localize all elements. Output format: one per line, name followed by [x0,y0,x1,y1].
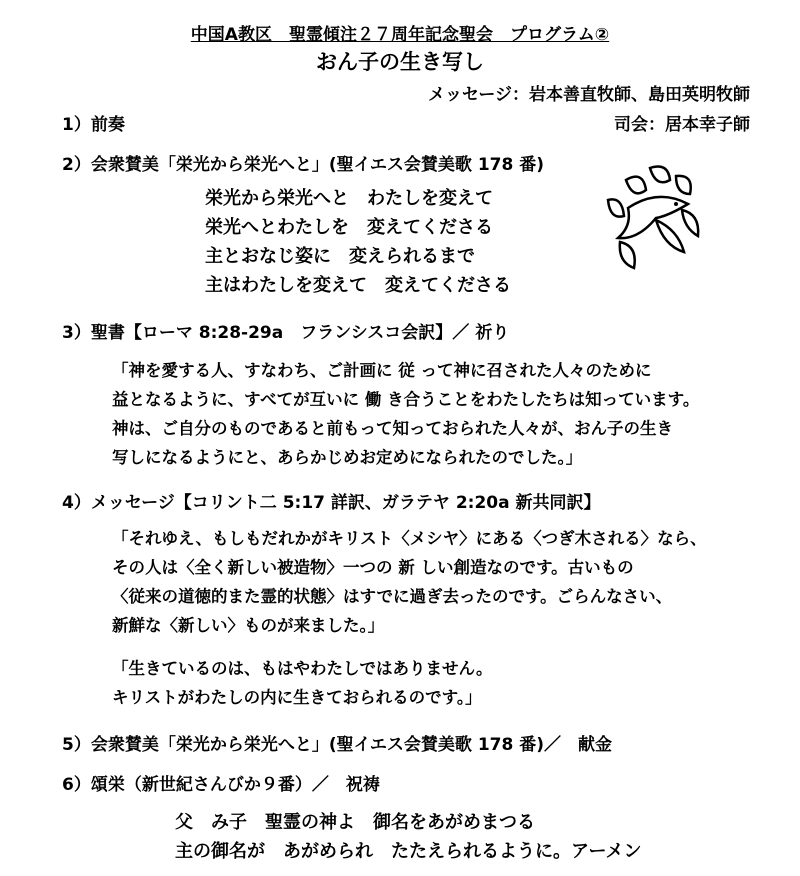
scripture-romans [112,356,699,472]
scripture-corinthians [112,524,707,640]
section-3-label: 3）聖書【ローマ 8:28-29a フランシスコ会訳】／ 祈り [62,323,510,343]
lyric-line: 栄光から栄光へと わたしを変えて [205,188,493,209]
lyric-line: 主の御名が あがめられ たたえられるように。アーメン [175,841,642,862]
hymn-lyrics [205,184,511,300]
scripture-galatians [112,654,493,712]
section-4-label: 4）メッセージ【コリント二 5:17 詳訳、ガラテヤ 2:20a 新共同訳】 [62,493,601,513]
dove-eye [674,202,678,206]
scripture-line: 「それゆえ、もしもだれかがキリスト〈メシヤ〉にある〈つぎ木される〉なら、 [112,529,707,548]
section-6-label: 6）頌栄（新世紀さんびか９番）／ 祝祷 [62,775,380,795]
scripture-line: 〈従来の道徳的また霊的状態〉はすでに過ぎ去ったのです。ごらんなさい、 [112,587,673,606]
scripture-line: 「生きているのは、もはやわたしではありません。 [112,659,493,678]
scripture-line: 新鮮な〈新しい〉ものが来ました。」 [112,616,385,635]
section-2-label: 2）会衆賛美「栄光から栄光へと」(聖イエス会賛美歌 178 番) [62,155,545,175]
lyric-line: 主とおなじ姿に 変えられるまで [205,246,475,267]
program-subtitle: おん子の生き写し [316,50,484,74]
program-header-title: 中国A教区 聖霊傾注２７周年記念聖会 プログラム② [190,25,610,45]
scripture-line: 神は、ご自分のものであると前もって知っておられた人々が、おん子の生き [112,419,673,438]
scripture-line: その人は〈全く新しい被造物〉一つの 新 しい創造なのです。古いもの [112,558,634,577]
scripture-line: 写しになるようにと、あらかじめお定めになられたのでした。」 [112,448,583,467]
doxology-lyrics [175,808,642,866]
lyric-line: 栄光へとわたしを 変えてくださる [205,217,493,238]
messengers-line: メッセージ：岩本善直牧師、島田英明牧師 [428,85,750,105]
scripture-line: 「神を愛する人、すなわち、ご計画に 従 って神に召された人々のために [112,361,652,380]
scripture-line: 益となるように、すべてが互いに 働 き合うことをわたしたちは知っています。 [112,390,700,409]
lyric-line: 主はわたしを変えて 変えてくださる [205,275,511,296]
section-1-label: 1）前奏 [62,115,125,135]
scripture-line: キリストがわたしの内に生きておられるのです。」 [112,688,482,707]
section-5-label: 5）会衆賛美「栄光から栄光へと」(聖イエス会賛美歌 178 番)／ 献金 [62,735,613,755]
presider-line: 司会：居本幸子師 [614,115,750,135]
lyric-line: 父 み子 聖霊の神よ 御名をあがめまつる [175,812,535,833]
dove-illustration [598,160,708,290]
